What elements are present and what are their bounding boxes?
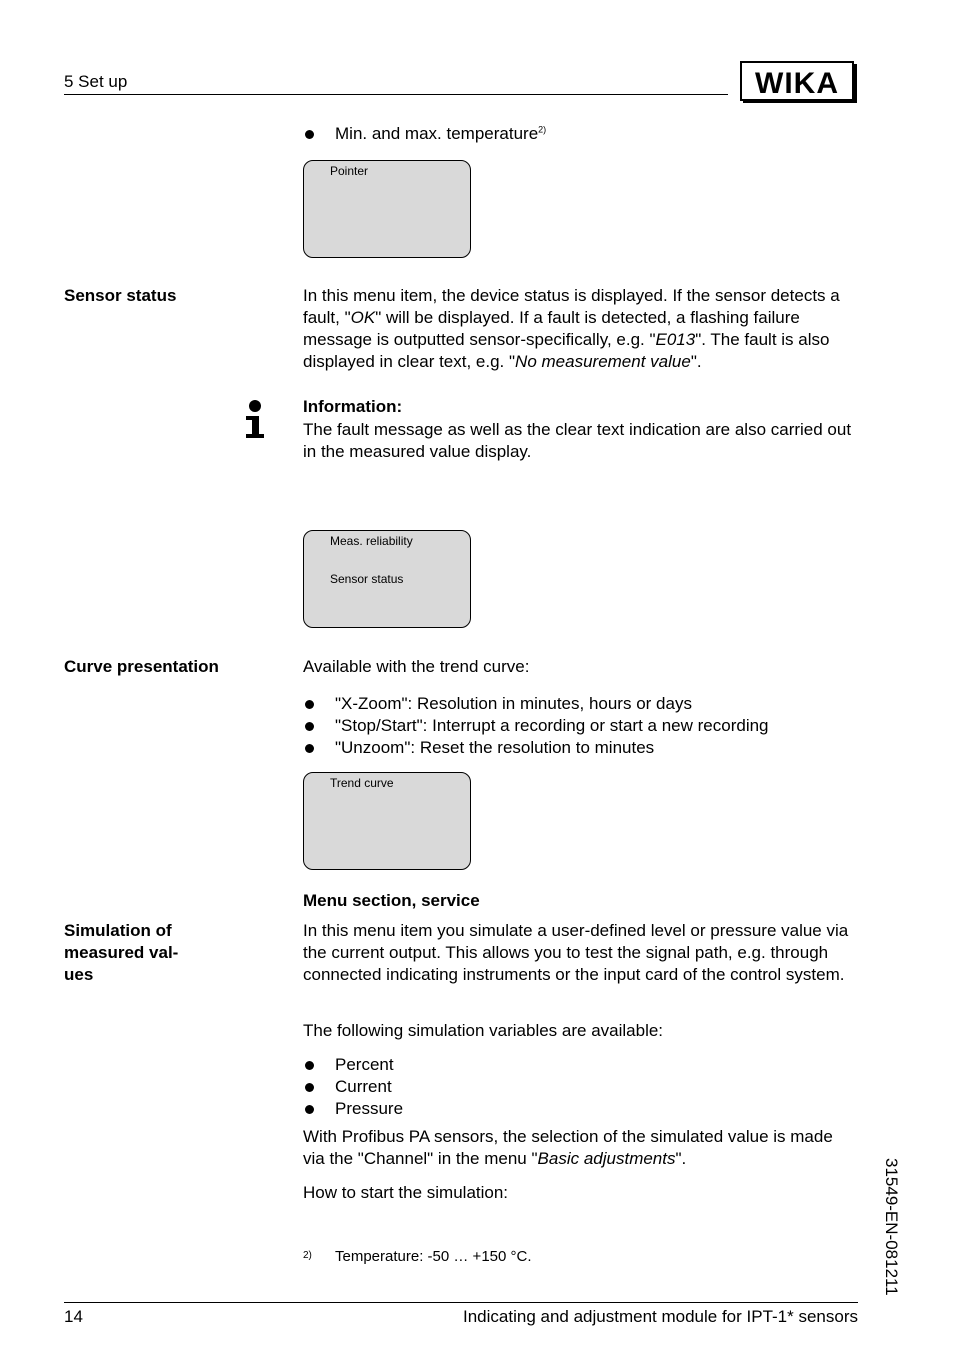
lcd-display-status [303,530,471,628]
error-code: E013 [655,330,696,349]
text-run: " will be displayed. If a fault is detected, a flashing failure message is outputted sensor-specifically, e.g. " [303,308,800,349]
sensor-status-paragraph [303,285,858,373]
section-title: 5 Set up [64,72,128,91]
ok-text: OK [350,308,376,327]
footnote-text: Temperature: -50 … +150 °C. [335,1248,532,1265]
simulation-list [303,1054,858,1120]
lcd-line: Sensor status [330,572,404,586]
curve-list [303,693,858,759]
list-item [303,1054,858,1076]
list-item [303,1098,858,1120]
page-number: 14 [64,1307,83,1326]
menu-name: Basic adjustments [537,1149,676,1168]
document-code: 31549-EN-081211 [882,1158,901,1296]
heading-line: Simulation of [64,921,172,940]
footnote-mark: 2) [303,1250,312,1261]
lcd-display-trend [303,772,471,870]
information-title: Information: [303,397,403,416]
lcd-line: Pointer [330,164,369,178]
list-item-text: Current [335,1077,392,1096]
bullet-icon [305,700,314,709]
curve-heading: Curve presentation [64,657,219,676]
footer-title: Indicating and adjustment module for IPT-1* sensors [463,1307,858,1326]
simulation-paragraph: In this menu item you simulate a user-defined level or pressure value via the current output. This allows you to test the signal path, e.g. through connected indicating instruments or the input card of the control system. [303,921,849,984]
lcd-line: Meas. reliability [330,534,413,548]
list-item-text: Pressure [335,1099,404,1118]
bullet-icon [305,130,314,139]
minmax-list [303,123,858,145]
header-rule [64,94,728,95]
heading-line: measured val- [64,943,179,962]
profibus-paragraph [303,1126,858,1170]
bullet-icon [305,1105,314,1114]
information-text: The fault message as well as the clear text indication are also carried out in the measured value display. [303,420,852,461]
wika-logo [740,61,858,103]
list-item [303,123,858,145]
list-item [303,715,858,737]
list-item-text: "Unzoom": Reset the resolution to minutes [335,738,655,757]
list-item [303,1076,858,1098]
service-heading: Menu section, service [303,891,480,910]
lcd-display-pointer [303,160,471,258]
list-item-text: "X-Zoom": Resolution in minutes, hours or days [335,694,692,713]
footer-rule [64,1302,858,1303]
bullet-icon [305,1083,314,1092]
bullet-icon [305,722,314,731]
sensor-status-heading: Sensor status [64,286,177,305]
bullet-icon [305,1061,314,1070]
text-run: ". [690,352,702,371]
how-to-start: How to start the simulation: [303,1183,509,1202]
list-item-text: Percent [335,1055,394,1074]
simulation-heading [64,920,204,986]
curve-intro: Available with the trend curve: [303,657,530,676]
heading-line: ues [64,965,94,984]
footnote-ref: 2) [538,124,547,135]
bullet-icon [305,744,314,753]
clear-text-example: No measurement value [515,352,691,371]
info-icon [245,400,265,440]
list-item [303,693,858,715]
text-run: ". The fault is also displayed in clear text, e.g. " [303,330,830,371]
minmax-label: Min. and max. temperature [335,124,539,143]
text-run: ". [675,1149,687,1168]
simulation-variables-intro: The following simulation variables are available: [303,1021,664,1040]
list-item-text: "Stop/Start": Interrupt a recording or start a new recording [335,716,769,735]
lcd-line: Trend curve [330,776,394,790]
logo-text: WIKA [755,67,839,100]
text-run: With Profibus PA sensors, the selection of the simulated value is made via the "Channel" in the menu " [303,1127,833,1168]
text-run: In this menu item, the device status is displayed. If the sensor detects a fault, " [303,286,840,327]
list-item [303,737,858,759]
